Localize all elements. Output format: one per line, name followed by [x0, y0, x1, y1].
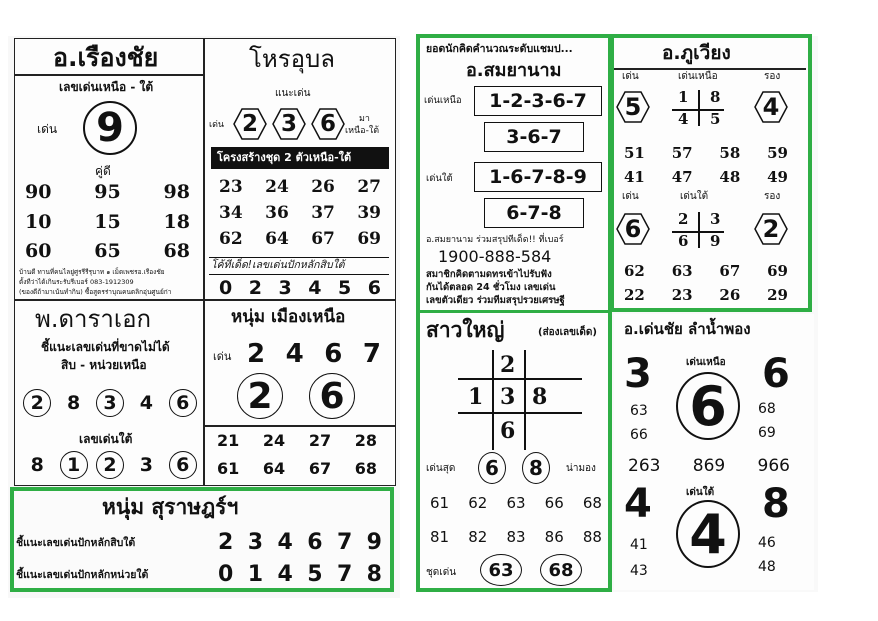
saoyai-cross-left: 1 — [468, 384, 484, 410]
denchai-n-right-1: 68 — [758, 401, 776, 417]
denchai-s-center — [676, 500, 740, 568]
darak-digit: 6 — [169, 389, 197, 417]
num-surat-title: หนุ่ม สุราษฎร์ฯ — [102, 494, 239, 519]
horoscope-note-1: มา — [359, 114, 370, 124]
chud-number: 68 — [548, 559, 574, 581]
divider — [205, 425, 395, 427]
horoscope-den-label: เด่น — [209, 120, 225, 130]
grid-number: 36 — [265, 203, 289, 223]
highlight-num-surat — [10, 487, 394, 592]
grid-number: 66 — [544, 494, 564, 512]
darak-sub-2: สิบ - หน่วยเหนือ — [61, 358, 147, 372]
den-digit: 7 — [362, 339, 381, 369]
saoyai-title: สาวใหญ่ — [426, 318, 505, 342]
rueangchai-title: อ.เรืองชัย — [53, 43, 159, 72]
phuwiang-n-frac-2: 8 — [710, 88, 721, 106]
grid-number: 68 — [354, 459, 377, 478]
denchai-n-center — [676, 372, 740, 440]
denchai-s-left-2: 43 — [630, 563, 648, 579]
num-north-big-2 — [309, 373, 355, 419]
somyanam-north-label: เด่นเหนือ — [424, 95, 462, 106]
darak-row-2 — [19, 451, 201, 481]
pair: 10 — [25, 211, 52, 233]
saoyai-den-label: เด่นสุด — [426, 463, 456, 474]
grid-number: 81 — [430, 528, 450, 546]
saoyai-num-label: น่ามอง — [566, 463, 596, 474]
somyanam-header: ยอดนักคิดคำนวณระดับแชมป... — [426, 43, 573, 55]
grid-number: 62 — [468, 494, 488, 512]
grid-number: 67 — [308, 459, 332, 478]
phuwiang-den-label: เด่น — [622, 71, 639, 82]
darak-digit: 2 — [23, 389, 51, 417]
grid-number: 69 — [357, 229, 381, 249]
surat-digit: 0 — [218, 562, 234, 587]
grid-number: 69 — [767, 262, 788, 280]
grid-number: 39 — [357, 203, 381, 223]
grid-number: 24 — [262, 431, 286, 450]
horoscope-banner-text: โครงสร้างชุด 2 ตัวเหนือ-ใต้ — [217, 151, 352, 164]
rong-digit: 2 — [762, 215, 780, 243]
grid-number: 83 — [506, 528, 526, 546]
pair: 65 — [94, 240, 121, 262]
grid-number: 64 — [265, 229, 289, 249]
horoscope-hex-2 — [272, 107, 306, 141]
horoscope-hex-3 — [311, 107, 345, 141]
horoscope-footer-digits — [219, 277, 381, 299]
highlight-somyanam-saoyai — [416, 34, 612, 592]
rueangchai-pairs-row-1 — [25, 181, 190, 203]
rueangchai-pairs-row-3 — [25, 240, 190, 262]
divider — [15, 74, 203, 76]
denchai-n-big-1: 3 — [624, 351, 652, 397]
rueangchai-footer-2: ตั้งทีว่าได้เกินระรับรีเบอร์ 083-1912309 — [19, 278, 134, 286]
divider — [418, 310, 610, 313]
darak-digit: 6 — [169, 451, 197, 479]
grid-number: 49 — [767, 168, 788, 186]
pair: 90 — [25, 181, 52, 203]
footer-digit: 3 — [278, 277, 292, 299]
grid-number: 57 — [671, 144, 693, 162]
den-digit: 6 — [324, 339, 343, 369]
surat-digit: 8 — [366, 562, 382, 587]
num-north-big-1 — [237, 373, 283, 419]
rueangchai-footer-3: (ของดีถ้ามาเน้นทำกิน) ซื้อสูตรร่าบุณคนตลิกอุ่นศูนย์ก่า — [19, 288, 172, 296]
darak-digit: 3 — [96, 389, 124, 417]
num-north-digits — [247, 339, 381, 369]
rueangchai-pairs-row-2 — [25, 211, 190, 233]
den-digit: 5 — [624, 93, 642, 121]
darak-label-2: เลขเด่นใต้ — [79, 432, 133, 446]
somyanam-text-1: สมาชิกคิดตามดทรเข้าไปรับฟัง — [426, 269, 552, 280]
grid-number: 24 — [265, 177, 289, 197]
somyanam-title: อ.สมยานาม — [466, 60, 562, 81]
saoyai-cross-top: 2 — [500, 352, 516, 378]
denchai-n-right-2: 69 — [758, 425, 776, 441]
surat-digit: 5 — [307, 562, 323, 587]
rueangchai-den-label: เด่น — [37, 122, 58, 136]
grid-number: 27 — [308, 431, 332, 450]
mid-number: 263 — [628, 456, 661, 476]
somyanam-phone: 1900-888-584 — [438, 247, 552, 266]
rueangchai-den-value: 9 — [96, 105, 124, 151]
footer-digit: 0 — [219, 277, 233, 299]
darak-digit: 1 — [60, 451, 88, 479]
denchai-south-label: เด่นใต้ — [686, 487, 715, 498]
num-surat-line2-label: ชี้แนะเลขเด่นปักหลักหน่วยใต้ — [16, 569, 149, 581]
surat-digit: 1 — [247, 562, 264, 587]
denchai-s-big-2: 8 — [762, 481, 790, 527]
grid-number: 48 — [719, 168, 741, 186]
somyanam-text-2: กันได้ตลอด 24 ชั่วโมง เลขเด่น — [426, 282, 556, 293]
panel-darak — [14, 300, 204, 486]
grid-number: 63 — [506, 494, 526, 512]
rueangchai-footer-1: บ้านดี ทานที่คนไลยู่ศูรรีรีรุบาท ๑ เม็ดเพชรอ.เรืองชัย — [19, 268, 165, 276]
grid-number: 68 — [582, 494, 602, 512]
grid-number: 61 — [430, 494, 450, 512]
grid-number: 86 — [544, 528, 564, 546]
big-digit: 6 — [319, 375, 345, 417]
grid-number: 67 — [311, 229, 335, 249]
saoyai-subtitle: (ส่องเลขเด็ด) — [538, 327, 597, 338]
grid-number: 58 — [719, 144, 741, 162]
footer-digit: 5 — [338, 277, 352, 299]
rueangchai-subtitle: เลขเด่นเหนือ - ใต้ — [59, 80, 154, 94]
somyanam-south-label: เด่นใต้ — [426, 173, 453, 184]
phuwiang-rong-label-2: รอง — [764, 191, 781, 202]
grid-number: 47 — [671, 168, 693, 186]
num-north-grid-row-1 — [217, 431, 377, 450]
darak-title: พ.ดาราเอก — [35, 305, 152, 333]
phuwiang-south-label: เด่นใต้ — [680, 191, 709, 202]
horoscope-title: โหรอุบล — [249, 45, 335, 73]
phuwiang-title: อ.ภูเวียง — [662, 42, 731, 64]
pair: 15 — [94, 211, 121, 233]
grid-number: 23 — [219, 177, 243, 197]
grid-number: 37 — [311, 203, 335, 223]
den-digit: 2 — [247, 339, 266, 369]
horoscope-digit: 2 — [241, 111, 258, 137]
footer-digit: 4 — [308, 277, 322, 299]
grid-number: 51 — [624, 144, 645, 162]
surat-digit: 7 — [336, 562, 353, 587]
den-digit: 8 — [529, 456, 543, 480]
center-digit: 4 — [689, 502, 727, 566]
denchai-n-left-1: 63 — [630, 403, 648, 419]
denchai-s-left-1: 41 — [630, 537, 648, 553]
pair: 18 — [163, 211, 190, 233]
grid-number: 61 — [217, 459, 240, 478]
horoscope-footer-banner-text: โค้ทีเด็ด!เลขเด่นปักหลักสิบใต้ — [211, 259, 345, 271]
grid-number: 22 — [624, 286, 645, 304]
horoscope-grid-row-1 — [219, 177, 381, 197]
rueangchai-pair-label: คู่ดี — [95, 164, 111, 178]
grid-number: 62 — [624, 262, 645, 280]
denchai-mid — [628, 456, 790, 476]
num-surat-line1-label: ชี้แนะเลขเด่นปักหลักสิบใต้ — [16, 537, 136, 549]
somyanam-text-3: เลขตัวเดียว ร่วมทีมสรุปรวยเศรษฐี — [426, 295, 565, 306]
grid-number: 23 — [671, 286, 693, 304]
grid-number: 88 — [582, 528, 602, 546]
panel-rueangchai — [14, 38, 204, 300]
phuwiang-den-label-2: เด่น — [622, 191, 639, 202]
denchai-n-left-2: 66 — [630, 427, 648, 443]
horoscope-recommend: แนะเด่น — [275, 88, 311, 99]
phuwiang-rong-label: รอง — [764, 71, 781, 82]
phuwiang-s-frac-1: 2 — [678, 210, 689, 228]
grid-number: 59 — [767, 144, 788, 162]
rueangchai-den-circle — [83, 101, 137, 155]
grid-number: 26 — [311, 177, 335, 197]
darak-digit: 8 — [66, 392, 81, 414]
phuwiang-s-frac-2: 3 — [710, 210, 721, 228]
saoyai-cross-bottom: 6 — [500, 418, 516, 444]
horoscope-note-2: เหนือ-ใต้ — [345, 126, 380, 136]
phuwiang-n-frac-3: 4 — [678, 110, 689, 128]
denchai-s-big-1: 4 — [624, 481, 652, 527]
grid-number: 21 — [217, 431, 240, 450]
denchai-north-label: เด่นเหนือ — [686, 357, 726, 368]
darak-digit: 3 — [139, 454, 153, 476]
grid-number: 67 — [719, 262, 741, 280]
saoyai-chud-label: ชุดเด่น — [426, 567, 457, 578]
phuwiang-n-frac-1: 1 — [678, 88, 689, 106]
darak-sub-1: ชี้แนะเลขเด่นที่ขาดไม่ได้ — [41, 340, 170, 354]
horoscope-grid-row-2 — [219, 203, 381, 223]
pair: 98 — [163, 181, 190, 203]
surat-digit: 2 — [218, 530, 234, 555]
num-north-grid-row-2 — [217, 459, 377, 478]
horoscope-digit: 3 — [280, 111, 297, 137]
surat-digit: 4 — [277, 530, 293, 555]
phuwiang-n-frac-4: 5 — [710, 110, 721, 128]
surat-digit: 4 — [277, 562, 293, 587]
horoscope-hex-1 — [233, 107, 267, 141]
surat-digit: 3 — [247, 530, 264, 555]
horoscope-grid-row-3 — [219, 229, 381, 249]
pair: 60 — [25, 240, 52, 262]
panel-num-north — [204, 300, 396, 486]
grid-number: 27 — [357, 177, 381, 197]
pair: 95 — [94, 181, 121, 203]
footer-digit: 6 — [367, 277, 381, 299]
surat-digit: 6 — [307, 530, 323, 555]
somyanam-promo: อ.สมยานาม ร่วมสรุปทีเด็ด!! ที่เบอร์ — [426, 235, 564, 245]
pair: 68 — [163, 240, 190, 262]
panel-horoscope — [204, 38, 396, 300]
grid-number: 26 — [719, 286, 741, 304]
den-digit: 6 — [624, 215, 642, 243]
grid-number: 63 — [671, 262, 693, 280]
mid-number: 869 — [692, 456, 726, 476]
chud-number: 63 — [488, 559, 514, 581]
grid-number: 64 — [262, 459, 286, 478]
grid-number: 41 — [624, 168, 645, 186]
rong-digit: 4 — [762, 93, 780, 121]
grid-number: 62 — [219, 229, 243, 249]
saoyai-cross-center: 3 — [500, 384, 516, 410]
num-north-title: หนุ่ม เมืองเหนือ — [231, 307, 346, 327]
denchai-title: อ.เด่นชัย ลำน้ำพอง — [624, 320, 751, 338]
denchai-s-right-2: 48 — [758, 559, 776, 575]
phuwiang-north-label: เด่นเหนือ — [678, 71, 718, 82]
center-digit: 6 — [689, 374, 727, 438]
north-set: 3-6-7 — [506, 126, 562, 148]
grid-number: 82 — [468, 528, 488, 546]
footer-digit: 2 — [248, 277, 262, 299]
horoscope-digit: 6 — [319, 111, 336, 137]
darak-digit: 4 — [139, 392, 153, 414]
darak-digit: 2 — [96, 451, 124, 479]
panel-denchai — [614, 314, 814, 590]
surat-digit: 9 — [366, 530, 382, 555]
grid-number: 28 — [354, 431, 377, 450]
highlight-phuwiang — [610, 34, 812, 312]
darak-digit: 8 — [30, 454, 44, 476]
phuwiang-s-frac-4: 9 — [710, 232, 721, 250]
grid-number: 29 — [767, 286, 788, 304]
darak-row-1 — [19, 389, 201, 419]
saoyai-cross-right: 8 — [532, 384, 548, 410]
big-digit: 2 — [247, 375, 273, 417]
phuwiang-s-frac-3: 6 — [678, 232, 689, 250]
denchai-n-big-2: 6 — [762, 351, 790, 397]
mid-number: 966 — [757, 456, 790, 476]
den-digit: 6 — [485, 456, 499, 480]
south-set: 1-6-7-8-9 — [489, 166, 587, 188]
south-set: 6-7-8 — [506, 202, 562, 224]
grid-number: 34 — [219, 203, 243, 223]
num-north-den-label: เด่น — [213, 350, 232, 363]
den-digit: 4 — [285, 339, 304, 369]
surat-digit: 7 — [336, 530, 353, 555]
north-set: 1-2-3-6-7 — [489, 90, 587, 112]
denchai-s-right-1: 46 — [758, 535, 776, 551]
